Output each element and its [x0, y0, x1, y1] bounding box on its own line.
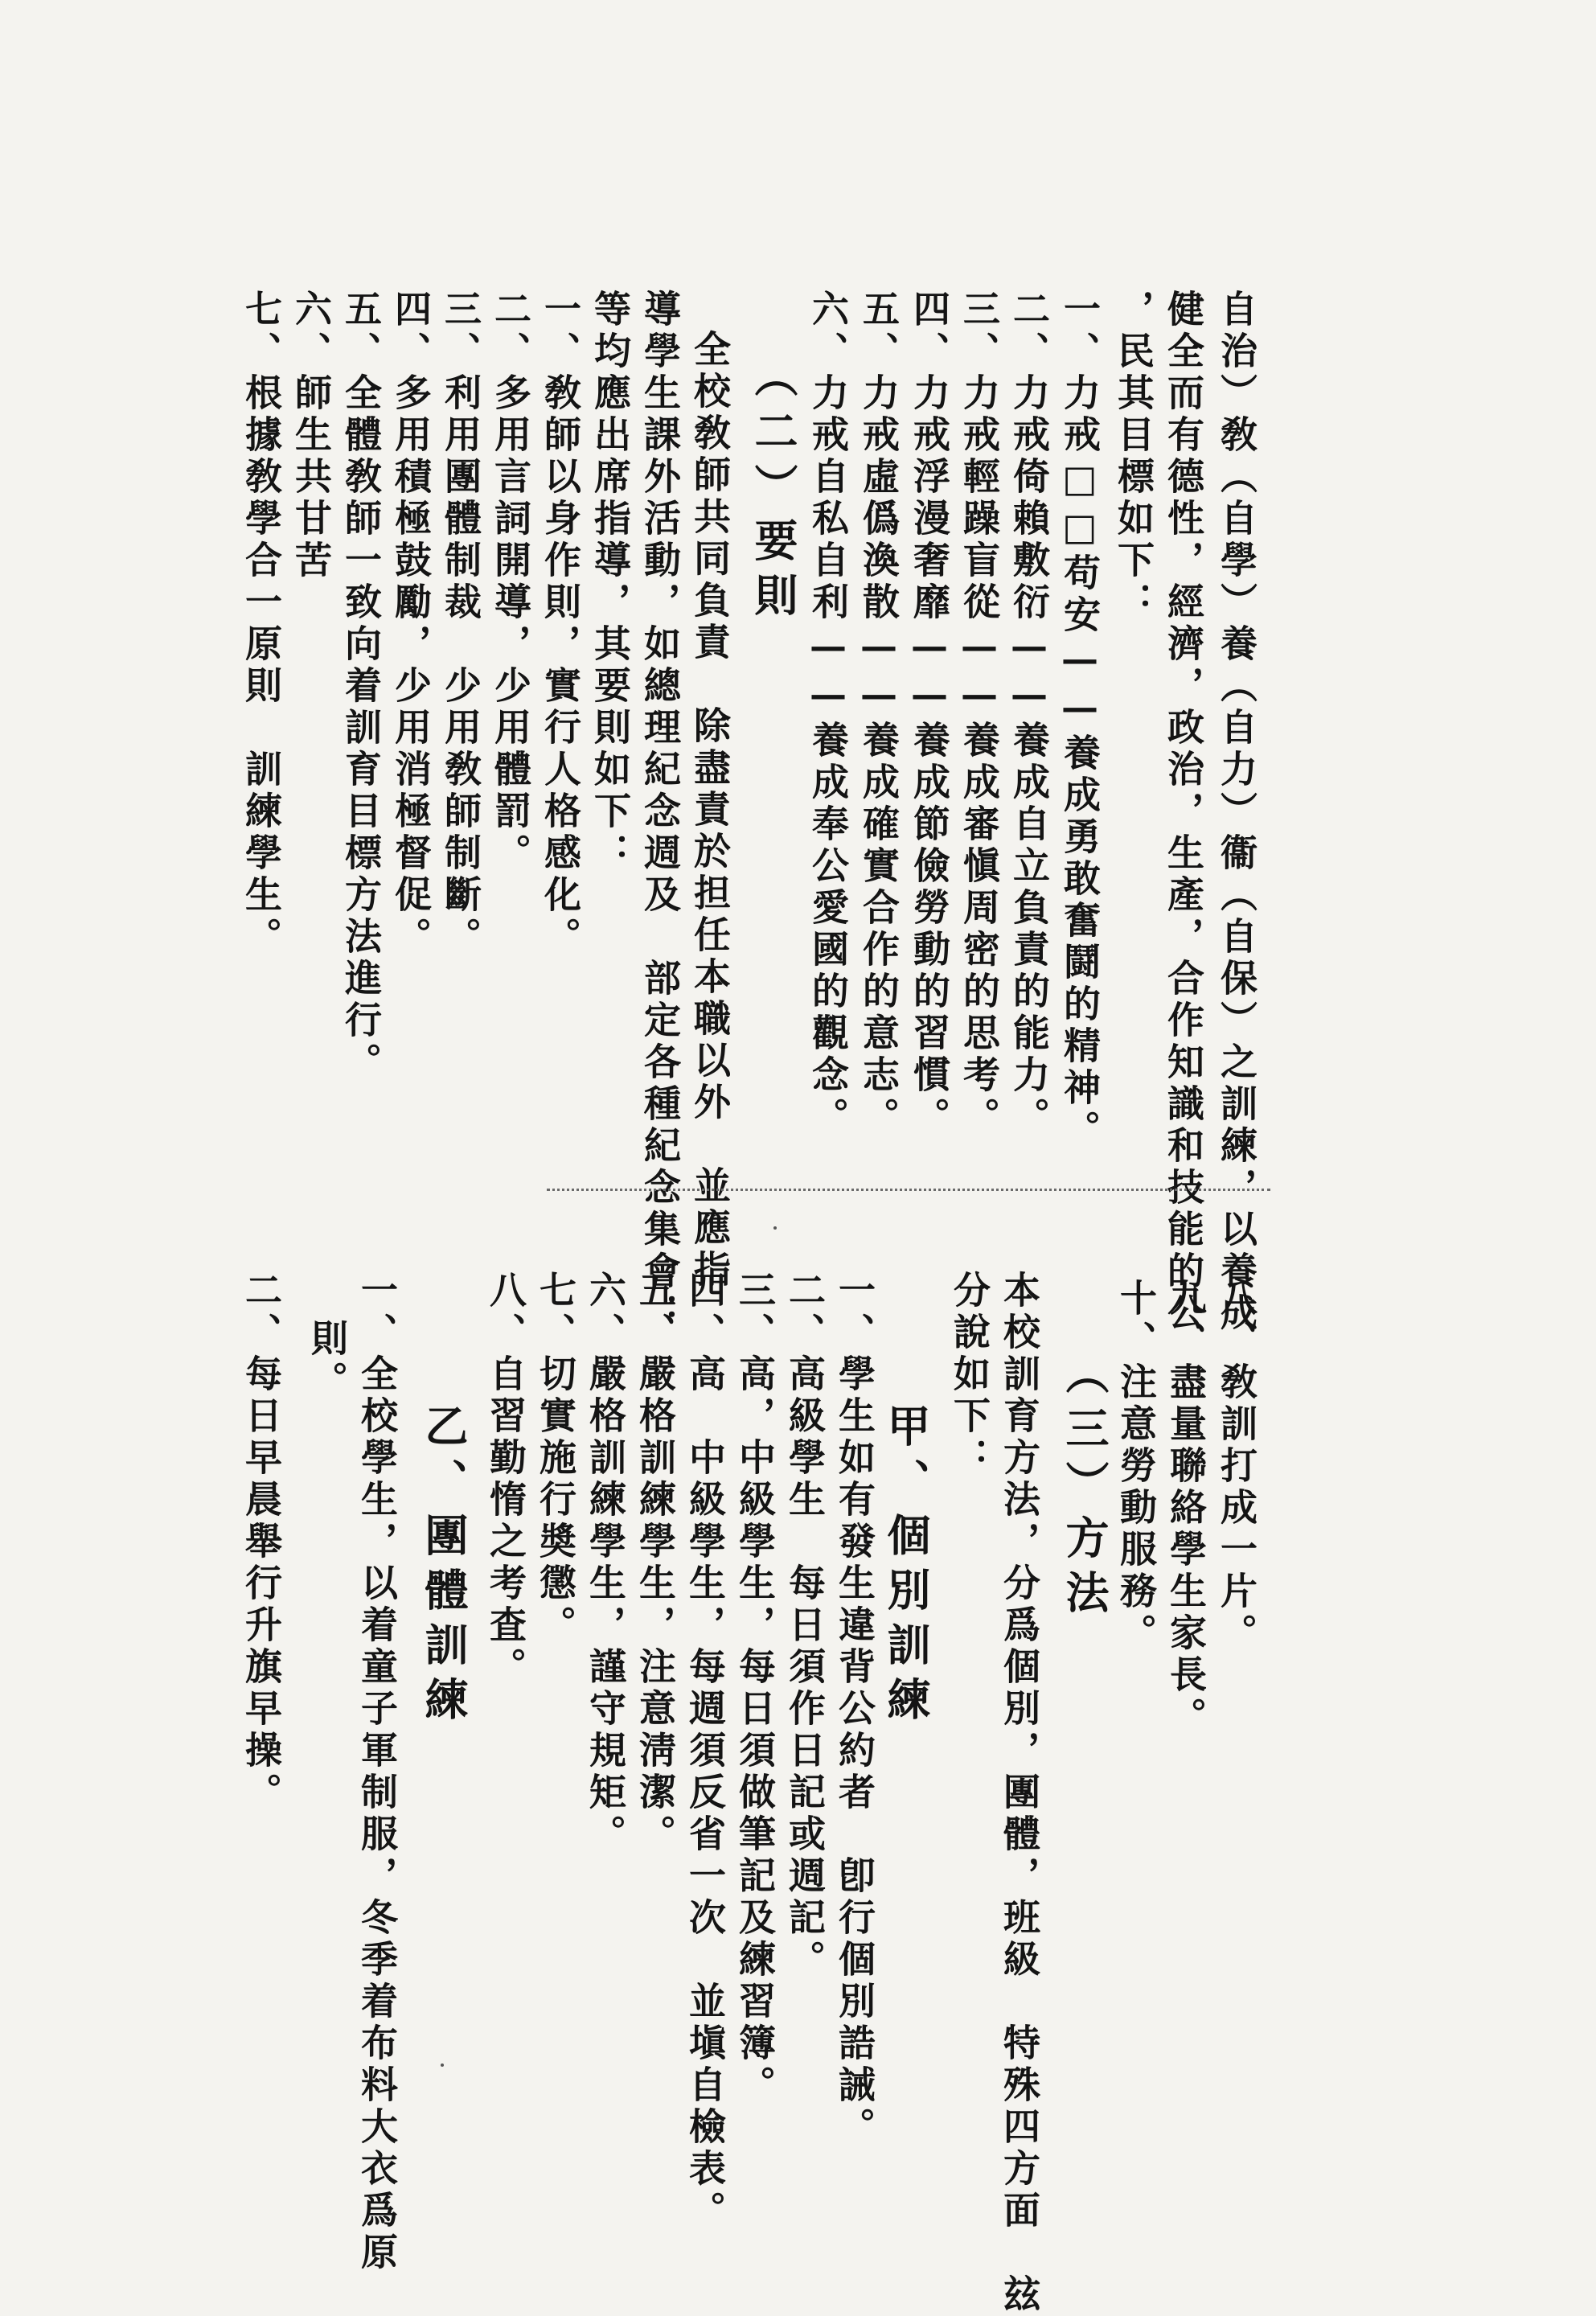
intro-line-2: 健全而有德性，經濟，政治，生產，合作知識和技能的公: [1162, 290, 1205, 1335]
goal-item-3: 三、力戒輕躁盲從——養成審愼周密的思考。: [958, 290, 1001, 1139]
subsection-a-heading: 甲、個別訓練: [880, 1403, 932, 1731]
rule-item-10: 十、注意勞動服務。: [1114, 1279, 1158, 1655]
group-item-1-cont: 則。: [306, 1319, 349, 1402]
individual-item-7: 七、切實施行奬懲。: [534, 1271, 577, 1647]
individual-item-2: 二、高級學生 每日須作日記或週記。: [783, 1271, 827, 1981]
print-speck: [773, 1226, 777, 1230]
individual-item-3: 三、高，中級學生，每日須做筆記及練習簿。: [733, 1271, 777, 2107]
goal-item-2: 二、力戒倚賴敷衍——養成自立負責的能力。: [1007, 290, 1051, 1139]
group-item-2: 二、每日早晨舉行升旗早操。: [240, 1271, 283, 1814]
individual-item-4: 四、高 中級學生，每週須反省一次 並塡自檢表。: [683, 1271, 727, 2232]
section-3-intro-line-2: 分說如下：: [948, 1271, 991, 1480]
print-speck: [441, 2063, 444, 2067]
intro-line-3: ，民其目標如下：: [1112, 290, 1155, 624]
individual-item-1: 一、學生如有發生違背公約者 卽行個別誥誡。: [833, 1271, 876, 2149]
group-item-1: 一、全校學生，以着童子軍制服，冬季着布料大衣爲原: [355, 1271, 399, 2274]
section-2-intro-line-3: 等均應出席指導，其要則如下：: [589, 290, 632, 875]
individual-item-8: 八、自習勤惰之考査。: [484, 1271, 527, 1689]
section-3-intro-line-1: 本校訓育方法，分爲個別，團體，班級 特殊四方面 玆: [998, 1271, 1041, 2316]
intro-line-1: 自治）敎（自學）養（自力）衞（自保）之訓練，以養成: [1215, 290, 1258, 1335]
rule-item-3: 三、利用團體制裁 少用敎師制斷。: [439, 290, 482, 959]
section-2-heading: （二）要則: [748, 354, 799, 627]
individual-item-5: 五、嚴格訓練學生，注意淸潔。: [634, 1271, 677, 1856]
rule-item-6: 六、師生共甘苦: [289, 290, 333, 582]
rule-item-7: 七、根據敎學合一原則 訓練學生。: [240, 290, 283, 959]
rule-item-9: 九、盡量聯絡學生家長。: [1164, 1279, 1208, 1739]
goal-item-5: 五、力戒虛僞渙散——養成確實合作的意志。: [857, 290, 901, 1139]
goal-item-4: 四、力戒浮漫奢靡——養成節儉勞動的習慣。: [908, 290, 951, 1139]
rule-item-4: 四、多用積極鼓勵，少用消極督促。: [389, 290, 433, 959]
section-2-intro-line-1: 全校敎師共同負責 除盡責於担任本職以外 並應指: [688, 330, 732, 1291]
section-2-intro-line-2: 導學生課外活動，如總理紀念週及 部定各種紀念集會：: [638, 290, 682, 1335]
rule-item-5: 五、全體敎師一致向着訓育目標方法進行。: [339, 290, 383, 1084]
section-divider: [547, 1189, 1270, 1191]
subsection-b-heading: 乙、團體訓練: [418, 1403, 470, 1731]
rule-item-1: 一、敎師以身作則，實行人格感化。: [539, 290, 582, 959]
section-3-heading: （三）方法: [1059, 1351, 1110, 1624]
goal-item-6: 六、力戒自私自利——養成奉公愛國的觀念。: [806, 290, 850, 1139]
rule-item-2: 二、多用言詞開導，少用體罰。: [489, 290, 532, 875]
goal-item-1: 一、力戒□□苟安——養成勇敢奮鬪的精神。: [1058, 290, 1102, 1152]
individual-item-6: 六、嚴格訓練學生，謹守規矩。: [584, 1271, 627, 1856]
rule-item-8: 八、敎訓打成一片。: [1215, 1279, 1258, 1655]
